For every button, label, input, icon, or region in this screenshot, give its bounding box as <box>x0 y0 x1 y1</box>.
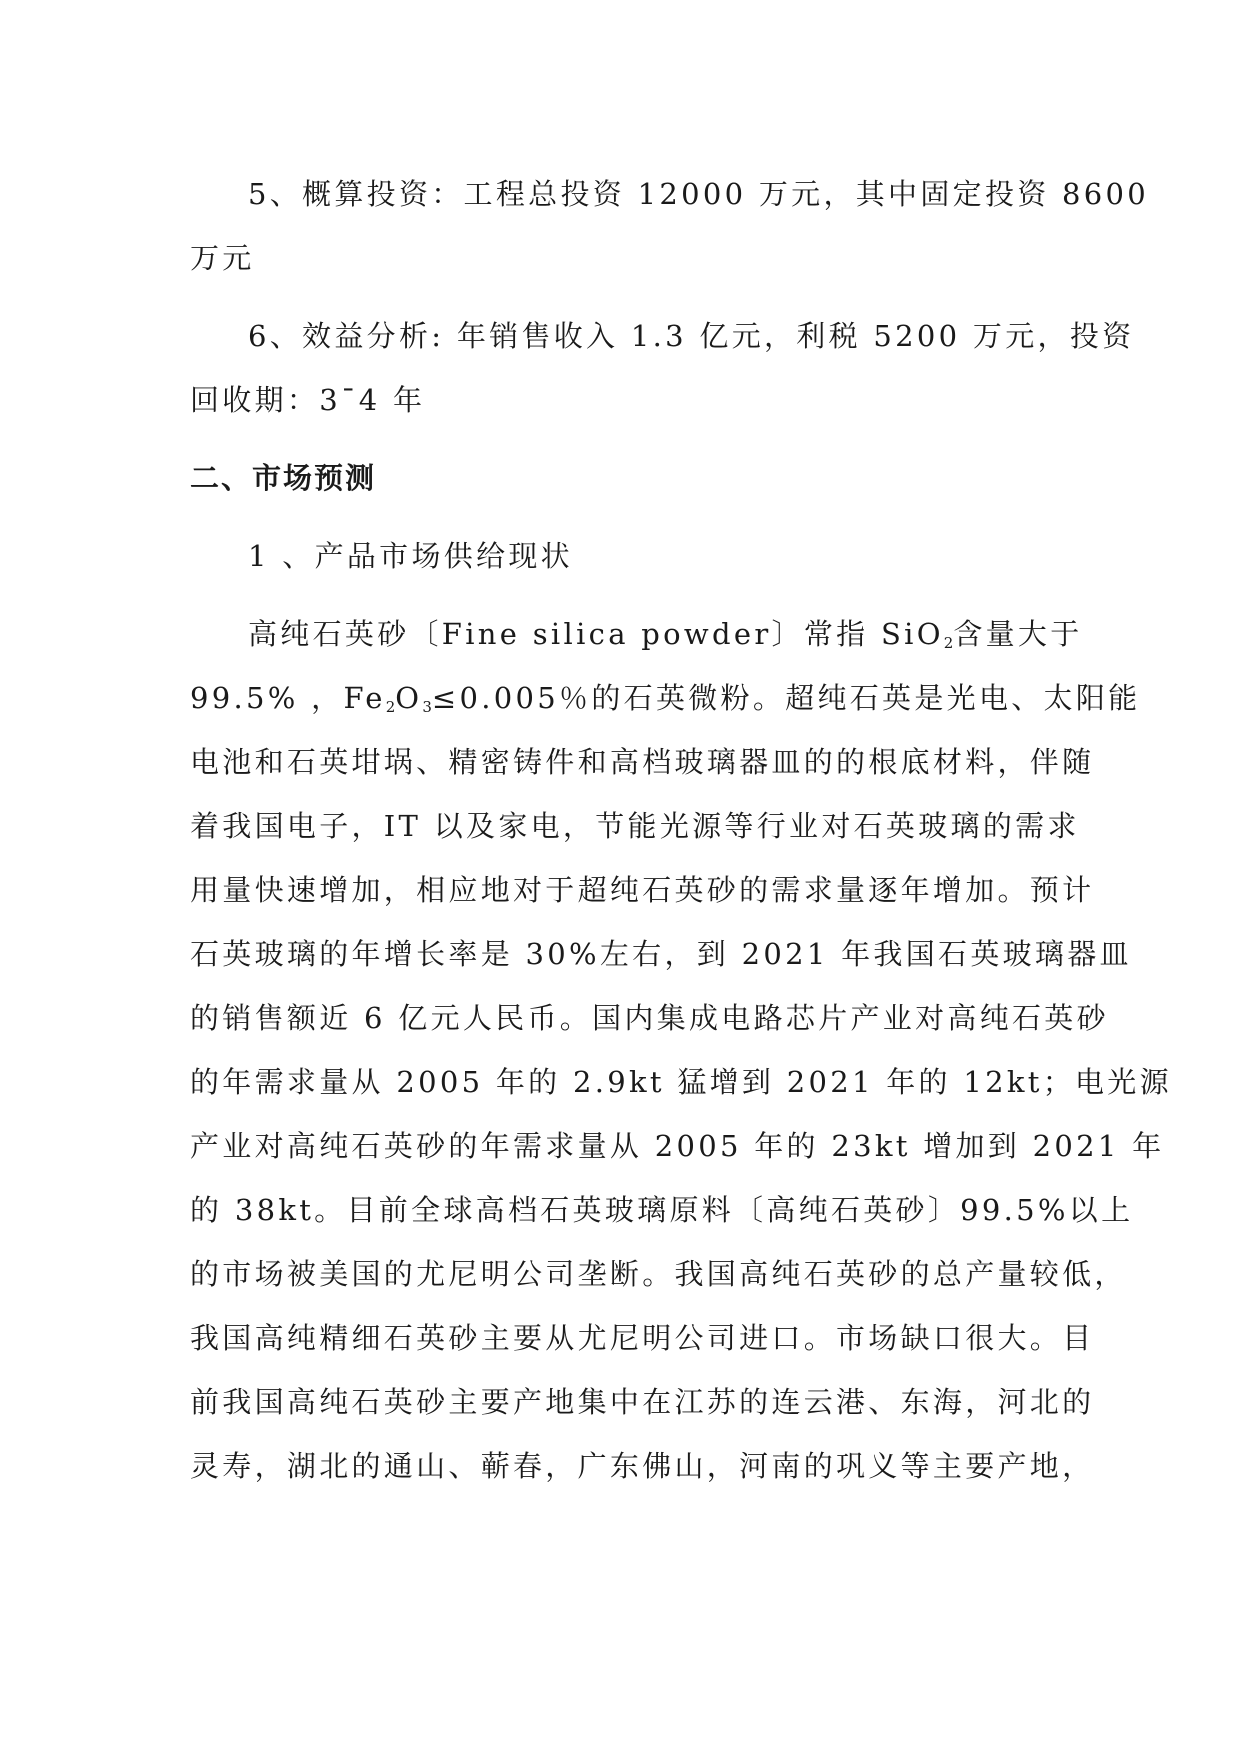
subheading: 1 、产品市场供给现状 <box>248 539 573 573</box>
section-heading: 二、市场预测 <box>190 461 377 495</box>
body-line-7: 的销售额近 6 亿元人民币。国内集成电路芯片产业对高纯石英砂 <box>190 1001 1109 1035</box>
body-line-10: 的 38kt。目前全球高档石英玻璃原料〔高纯石英砂〕99.5%以上 <box>190 1193 1134 1227</box>
paragraph-5-line-2: 万元 <box>190 241 255 275</box>
body-line-11: 的市场被美国的尤尼明公司垄断。我国高纯石英砂的总产量较低， <box>190 1257 1127 1291</box>
paragraph-5-line-1: 5、概算投资：工程总投资 12000 万元，其中固定投资 8600 <box>248 177 1150 211</box>
body-line-2: 99.5% ，$Fe_2O_3\le 0.005$％的石英微粉。超纯石英是光电、太阳能 <box>190 681 1141 716</box>
document-page <box>190 162 1172 1498</box>
body-line-3: 电池和石英坩埚、精密铸件和高档玻璃器皿的的根底材料，伴随 <box>190 745 1095 779</box>
body-line-4: 着我国电子，IT 以及家电，节能光源等行业对石英玻璃的需求 <box>190 809 1080 843</box>
body-line-8: 的年需求量从 2005 年的 2.9kt 猛增到 2021 年的 12kt；电光源 <box>190 1065 1172 1099</box>
paragraph-6-line-2: 回收期：3¯4 年 <box>190 383 426 417</box>
body-line-5: 用量快速增加，相应地对于超纯石英砂的需求量逐年增加。预计 <box>190 873 1095 907</box>
body-line-12: 我国高纯精细石英砂主要从尤尼明公司进口。市场缺口很大。目 <box>190 1321 1095 1355</box>
body-line-1: 高纯石英砂〔Fine silica powder〕常指 SiO$_2$含量大于 <box>248 617 1083 652</box>
body-line-13: 前我国高纯石英砂主要产地集中在江苏的连云港、东海，河北的 <box>190 1385 1095 1419</box>
body-line-14: 灵寿，湖北的通山、蕲春，广东佛山，河南的巩义等主要产地， <box>190 1449 1095 1483</box>
paragraph-6-line-1: 6、效益分析: 年销售收入 1.3 亿元，利税 5200 万元，投资 <box>248 319 1135 353</box>
body-line-6: 石英玻璃的年增长率是 30%左右，到 2021 年我国石英玻璃器皿 <box>190 937 1132 971</box>
body-line-9: 产业对高纯石英砂的年需求量从 2005 年的 23kt 增加到 2021 年 <box>190 1129 1165 1163</box>
